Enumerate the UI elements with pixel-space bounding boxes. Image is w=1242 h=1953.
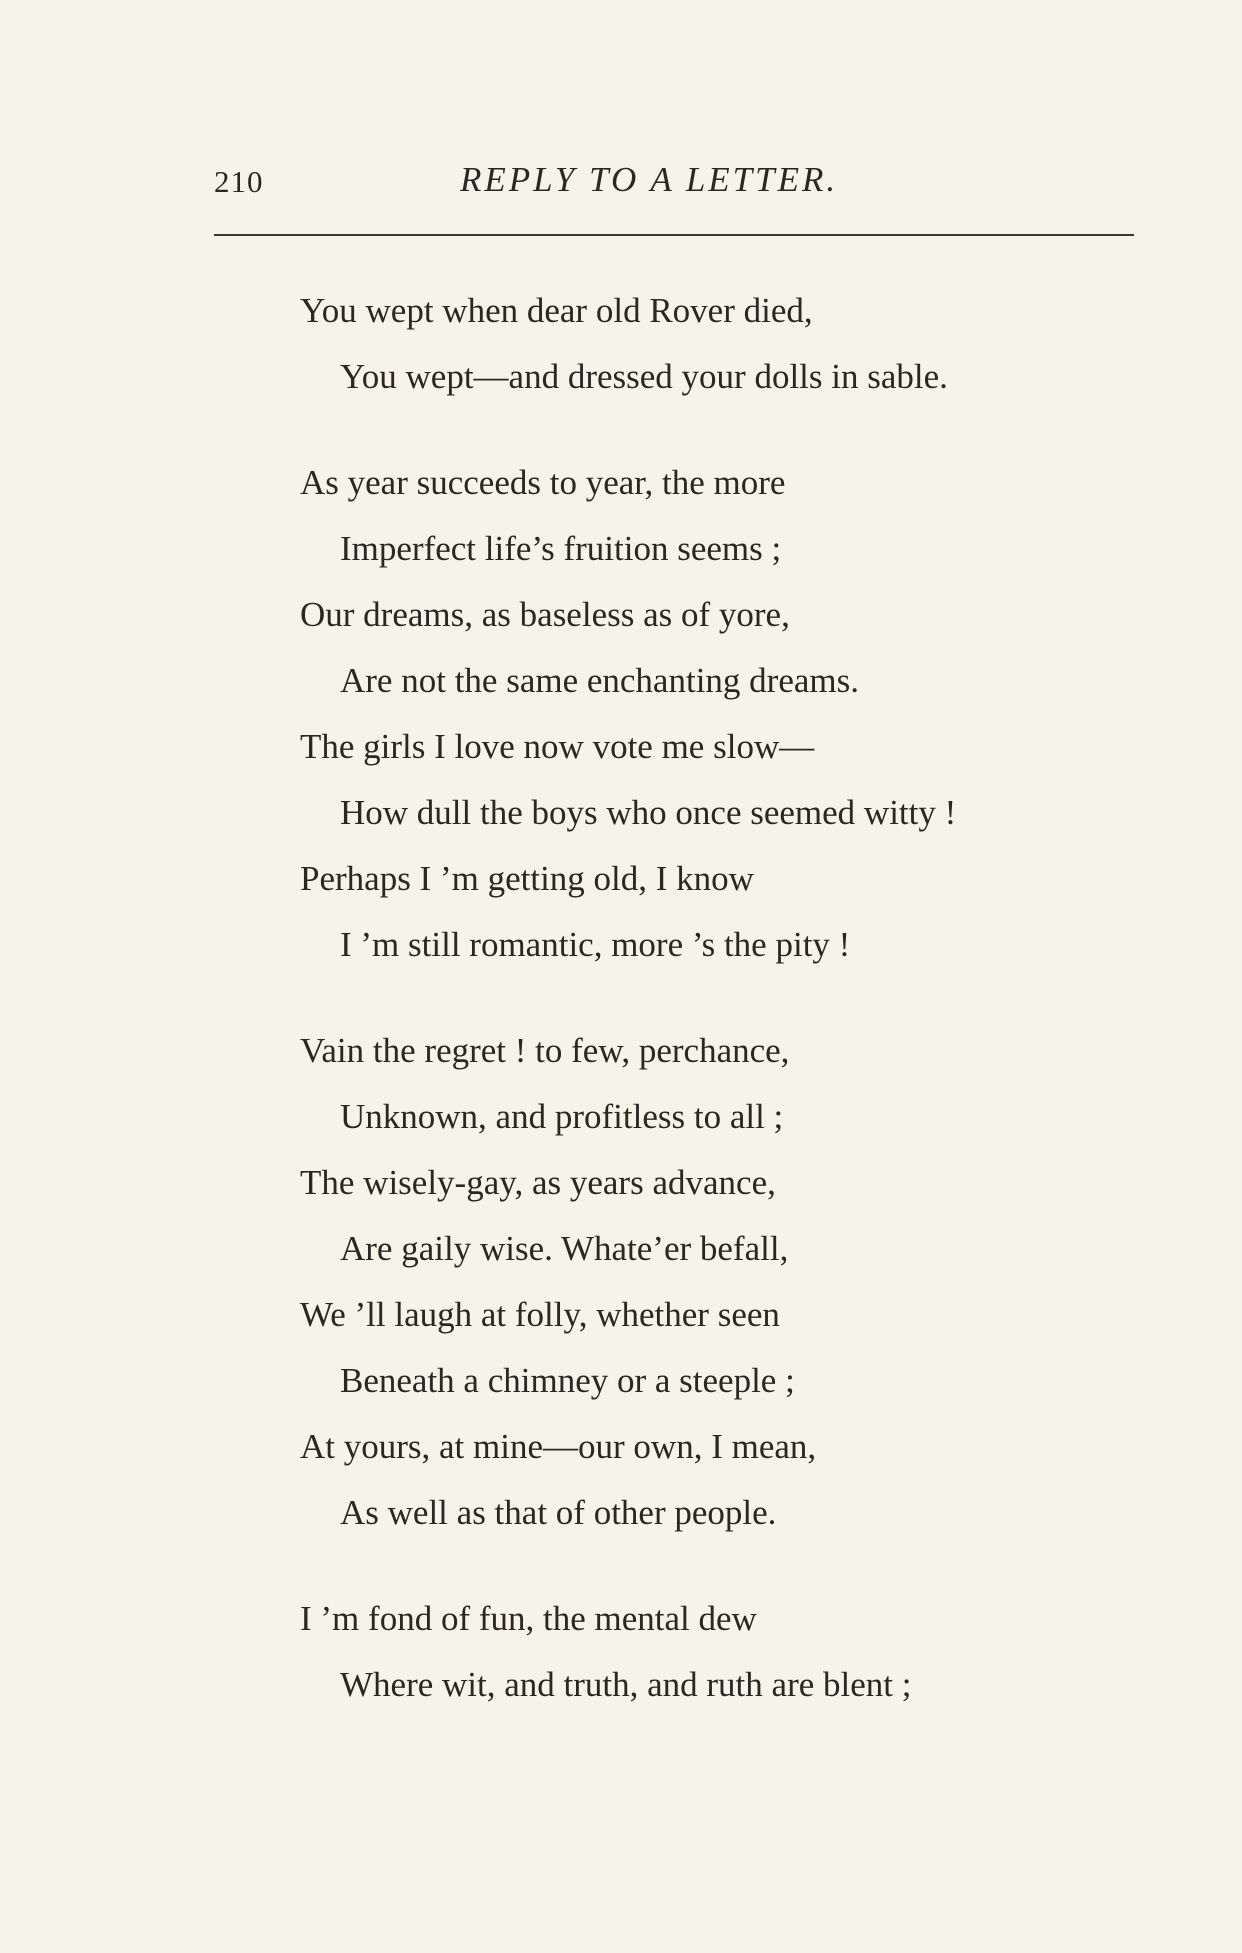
stanza — [300, 278, 1180, 410]
poem-body — [300, 278, 1180, 1718]
poem-line: The wisely-gay, as years advance, — [300, 1163, 776, 1202]
poem-line: Imperfect life’s fruition seems ; — [340, 529, 782, 568]
poem-line: We ’ll laugh at folly, whether seen — [300, 1295, 780, 1334]
poem-line: The girls I love now vote me slow— — [300, 727, 815, 766]
poem-line: As well as that of other people. — [340, 1493, 777, 1532]
poem-line: I ’m fond of fun, the mental dew — [300, 1599, 757, 1638]
poem-line: I ’m still romantic, more ’s the pity ! — [340, 925, 851, 964]
poem-line: Perhaps I ’m getting old, I know — [300, 859, 754, 898]
stanza-gap — [300, 1546, 1180, 1586]
poem-line: Our dreams, as baseless as of yore, — [300, 595, 790, 634]
poem-line: Are not the same enchanting dreams. — [340, 661, 859, 700]
poem-line: Beneath a chimney or a steeple ; — [340, 1361, 795, 1400]
poem-line: As year succeeds to year, the more — [300, 463, 786, 502]
poem-line: You wept when dear old Rover died, — [300, 291, 813, 330]
stanza — [300, 1018, 1180, 1546]
stanza — [300, 450, 1180, 978]
poem-line: Where wit, and truth, and ruth are blent ; — [340, 1665, 912, 1704]
poem-line: At yours, at mine—our own, I mean, — [300, 1427, 817, 1466]
page-number: 210 — [214, 164, 264, 199]
stanza-gap — [300, 410, 1180, 450]
stanza — [300, 1586, 1180, 1718]
poem-line: How dull the boys who once seemed witty ! — [340, 793, 957, 832]
poem-line: Vain the regret ! to few, perchance, — [300, 1031, 790, 1070]
poem-line: You wept—and dressed your dolls in sable. — [340, 357, 948, 396]
header-rule — [214, 234, 1134, 236]
running-title: REPLY TO A LETTER. — [460, 160, 839, 199]
poem-line: Unknown, and profitless to all ; — [340, 1097, 784, 1136]
poem-line: Are gaily wise. Whate’er befall, — [340, 1229, 789, 1268]
stanza-gap — [300, 978, 1180, 1018]
